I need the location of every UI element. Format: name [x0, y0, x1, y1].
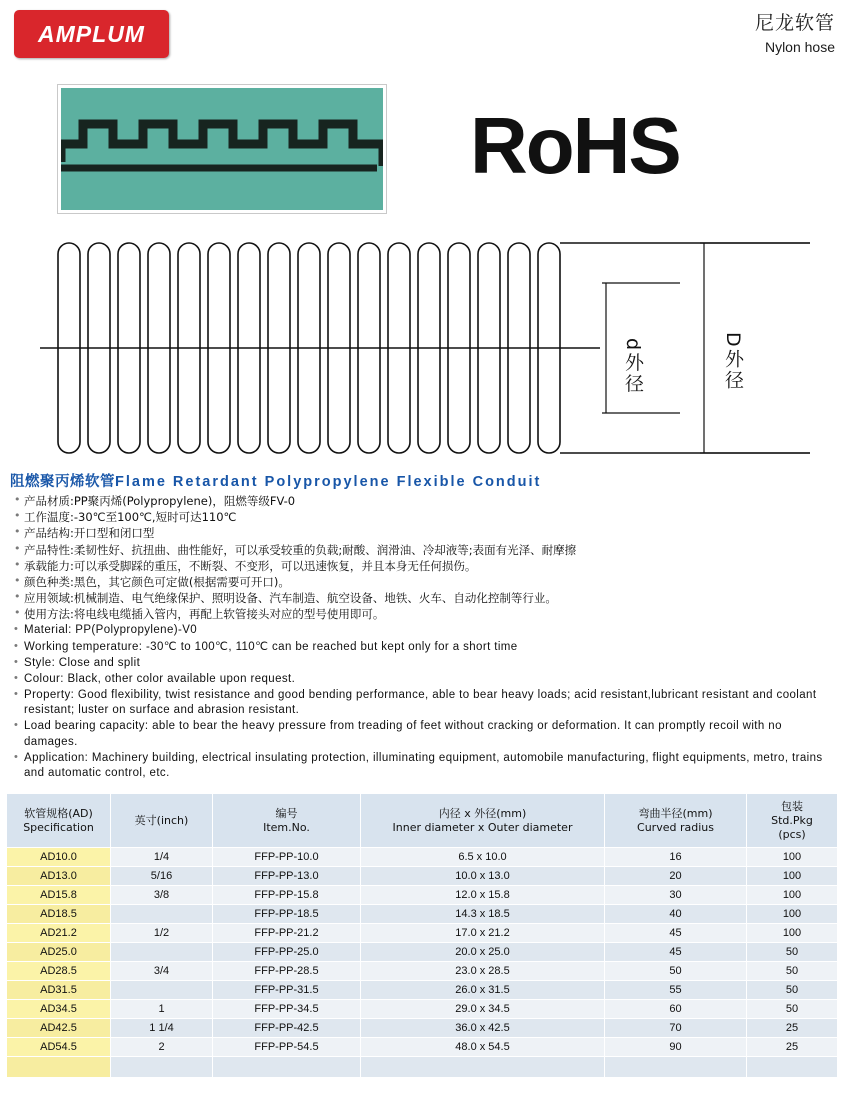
table-cell [111, 1057, 213, 1078]
table-cell: 40 [605, 905, 747, 924]
table-cell [361, 1057, 605, 1078]
table-cell: 29.0 x 34.5 [361, 1000, 605, 1019]
table-cell: 100 [747, 886, 838, 905]
product-photo-inner [61, 88, 383, 210]
table-cell-spec: AD25.0 [7, 943, 111, 962]
table-row [7, 1000, 838, 1019]
spec-item-en: • Working temperature: -30℃ to 100℃, 110℃ can be reached but kept only for a short time [12, 640, 835, 655]
page-title [755, 8, 835, 55]
table-cell: FFP-PP-18.5 [213, 905, 361, 924]
page-header [0, 0, 843, 70]
table-cell: 25 [747, 1038, 838, 1057]
table-row [7, 943, 838, 962]
table-cell: 6.5 x 10.0 [361, 848, 605, 867]
table-cell: FFP-PP-13.0 [213, 867, 361, 886]
spec-item-en: • Colour: Black, other color available upon request. [12, 672, 835, 687]
table-row [7, 905, 838, 924]
table-cell-spec: AD28.5 [7, 962, 111, 981]
table-cell: 17.0 x 21.2 [361, 924, 605, 943]
spec-heading-cn: 阻燃聚丙烯软管 [10, 474, 115, 490]
spec-list-cn [8, 494, 835, 622]
table-header-cell: 英寸(inch) [111, 794, 213, 848]
table-cell: 100 [747, 867, 838, 886]
table-cell: 70 [605, 1019, 747, 1038]
table-header-cell: 弯曲半径(mm) Curved radius [605, 794, 747, 848]
table-cell: FFP-PP-28.5 [213, 962, 361, 981]
table-row [7, 924, 838, 943]
specification-section [0, 470, 843, 781]
table-cell: FFP-PP-21.2 [213, 924, 361, 943]
table-cell: 50 [747, 1000, 838, 1019]
table-cell: 26.0 x 31.5 [361, 981, 605, 1000]
table-cell: FFP-PP-54.5 [213, 1038, 361, 1057]
table-cell: 100 [747, 924, 838, 943]
spec-item-en: • Style: Close and split [12, 656, 835, 671]
table-header-cell: 编号 Item.No. [213, 794, 361, 848]
table-cell: 60 [605, 1000, 747, 1019]
table-header-cell: 包装 Std.Pkg (pcs) [747, 794, 838, 848]
table-cell: 48.0 x 54.5 [361, 1038, 605, 1057]
table-cell [111, 981, 213, 1000]
table-header-cell: 内径 x 外径(mm) Inner diameter x Outer diameter [361, 794, 605, 848]
table-cell [605, 1057, 747, 1078]
table-cell: 1 1/4 [111, 1019, 213, 1038]
page-title-cn: 尼龙软管 [754, 12, 835, 34]
table-row [7, 848, 838, 867]
outer-diameter-label: D外径 [722, 332, 744, 391]
table-cell-spec: AD15.8 [7, 886, 111, 905]
table-cell: 50 [747, 943, 838, 962]
table-row [7, 886, 838, 905]
table-cell: 16 [605, 848, 747, 867]
spec-heading [10, 470, 835, 491]
table-cell: 20.0 x 25.0 [361, 943, 605, 962]
table-cell: 5/16 [111, 867, 213, 886]
table-cell: 50 [605, 962, 747, 981]
table-header-row [7, 794, 838, 848]
spec-item-en: • Load bearing capacity: able to bear the heavy pressure from treading of feet without cracking or deformation. It can promptly recoil with no damages. [12, 719, 835, 749]
table-cell [111, 905, 213, 924]
table-cell: 20 [605, 867, 747, 886]
table-cell: FFP-PP-10.0 [213, 848, 361, 867]
table-cell: 14.3 x 18.5 [361, 905, 605, 924]
table-cell-spec: AD54.5 [7, 1038, 111, 1057]
product-illustration-area [0, 70, 843, 470]
table-cell: 30 [605, 886, 747, 905]
brand-logo-text: AMPLUM [38, 20, 145, 47]
table-cell: 1/2 [111, 924, 213, 943]
spec-item-en: • Application: Machinery building, electrical insulating protection, illuminating equipment, automobile manufacturing, flight equipments, metro, trains and automatic control, etc. [12, 751, 835, 781]
brand-logo [14, 10, 169, 58]
spec-heading-en: Flame Retardant Polypropylene Flexible Conduit [115, 474, 542, 490]
table-cell-spec: AD34.5 [7, 1000, 111, 1019]
table-cell: 36.0 x 42.5 [361, 1019, 605, 1038]
table-cell-spec: AD42.5 [7, 1019, 111, 1038]
specification-table [6, 793, 838, 1078]
table-cell [7, 1057, 111, 1078]
table-row [7, 1019, 838, 1038]
product-photo [57, 84, 387, 214]
table-cell: 1 [111, 1000, 213, 1019]
hose-profile-icon [61, 110, 383, 180]
table-header-cell: 软管规格(AD) Specification [7, 794, 111, 848]
table-cell: 2 [111, 1038, 213, 1057]
table-cell: FFP-PP-34.5 [213, 1000, 361, 1019]
spec-item-cn: • 应用领域:机械制造、电气绝缘保护、照明设备、汽车制造、航空设备、地铁、火车、自动化控制等行业。 [12, 591, 835, 606]
table-cell: FFP-PP-15.8 [213, 886, 361, 905]
table-cell: 12.0 x 15.8 [361, 886, 605, 905]
spec-item-cn: • 工作温度:-30℃至100℃,短时可达110℃ [12, 510, 835, 525]
rohs-label: RoHS [470, 101, 680, 190]
table-cell: FFP-PP-25.0 [213, 943, 361, 962]
table-cell: 3/8 [111, 886, 213, 905]
table-cell-spec: AD18.5 [7, 905, 111, 924]
spec-list-en [8, 623, 835, 781]
table-cell-spec: AD10.0 [7, 848, 111, 867]
table-row [7, 867, 838, 886]
table-cell: 55 [605, 981, 747, 1000]
table-cell [747, 1057, 838, 1078]
spec-item-cn: • 承载能力:可以承受脚踩的重压，不断裂、不变形，可以迅速恢复，并且本身无任何损伤。 [12, 559, 835, 574]
table-cell: 100 [747, 848, 838, 867]
spec-item-en: • Material: PP(Polypropylene)-V0 [12, 623, 835, 638]
table-body [7, 848, 838, 1078]
table-cell: 1/4 [111, 848, 213, 867]
cross-section-diagram [40, 225, 810, 470]
spec-item-cn: • 颜色种类:黑色，其它颜色可定做(根据需要可开口)。 [12, 575, 835, 590]
table-cell: 3/4 [111, 962, 213, 981]
table-cell: 50 [747, 962, 838, 981]
table-cell-spec: AD13.0 [7, 867, 111, 886]
table-cell: 10.0 x 13.0 [361, 867, 605, 886]
table-cell [213, 1057, 361, 1078]
spec-item-cn: • 产品特性:柔韧性好、抗扭曲、曲性能好，可以承受较重的负载;耐酸、润滑油、冷却液等;表面有光泽、耐摩擦 [12, 543, 835, 558]
table-cell: 90 [605, 1038, 747, 1057]
spec-item-cn: • 产品结构:开口型和闭口型 [12, 526, 835, 541]
page-title-en: Nylon hose [764, 39, 835, 55]
table-row [7, 962, 838, 981]
table-cell: 45 [605, 924, 747, 943]
table-cell: 25 [747, 1019, 838, 1038]
table-cell: 100 [747, 905, 838, 924]
table-row [7, 1057, 838, 1078]
table-cell: 23.0 x 28.5 [361, 962, 605, 981]
inner-diameter-label: d外径 [622, 338, 644, 395]
spec-item-cn: • 产品材质:PP聚丙烯(Polypropylene)，阻燃等级FV-0 [12, 494, 835, 509]
table-cell: FFP-PP-31.5 [213, 981, 361, 1000]
table-cell: 45 [605, 943, 747, 962]
spec-item-en: • Property: Good flexibility, twist resistance and good bending performance, able to bear heavy loads; acid resistant,lubricant resistant and coolant resistant; luster on surface and abrasion resistant. [12, 688, 835, 718]
specification-table-wrap [0, 793, 843, 1078]
spec-item-cn: • 使用方法:将电线电缆插入管内，再配上软管接头对应的型号使用即可。 [12, 607, 835, 622]
table-row [7, 981, 838, 1000]
table-cell: FFP-PP-42.5 [213, 1019, 361, 1038]
table-row [7, 1038, 838, 1057]
table-cell: 50 [747, 981, 838, 1000]
table-cell-spec: AD21.2 [7, 924, 111, 943]
table-cell-spec: AD31.5 [7, 981, 111, 1000]
table-cell [111, 943, 213, 962]
